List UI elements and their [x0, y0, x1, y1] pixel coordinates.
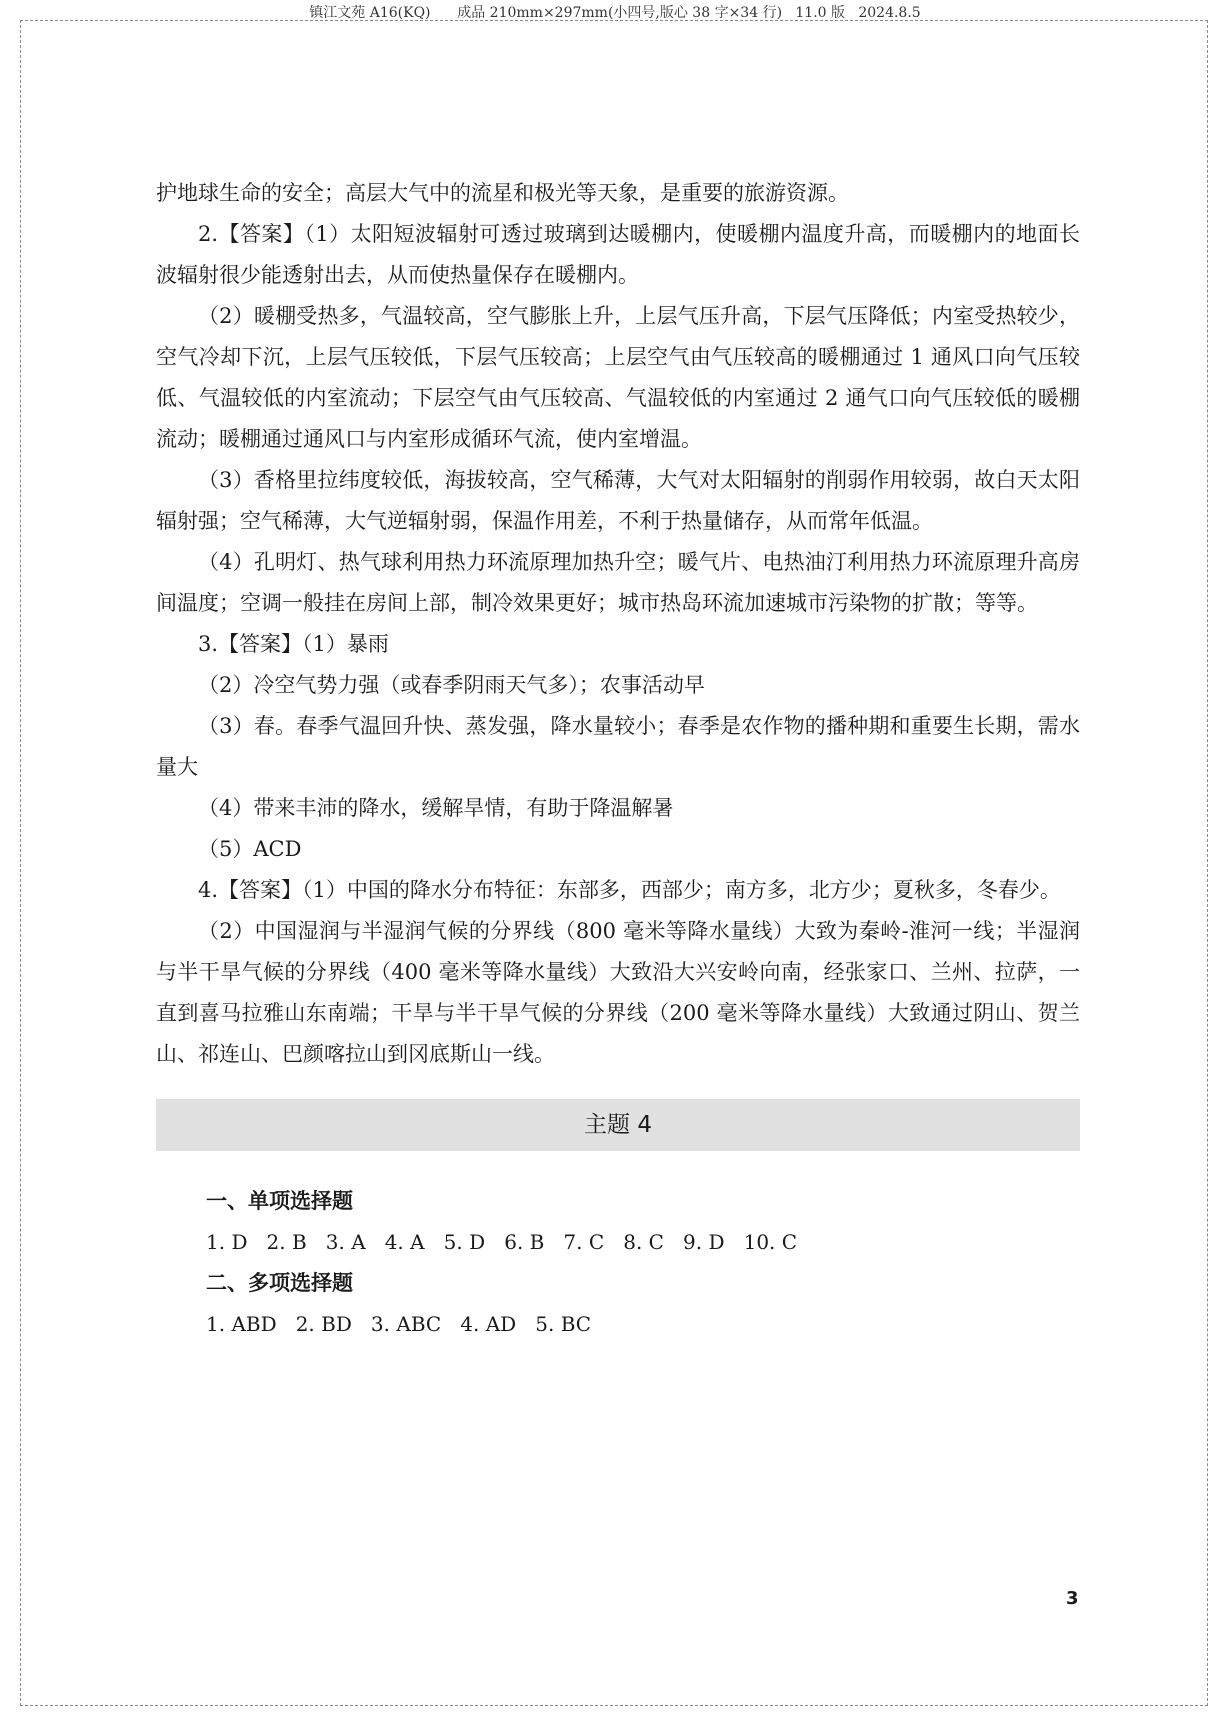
print-header: 镇江文苑 A16(KQ) 成品 210mm×297mm(小四号,版心 38 字×34 行) 11.0 版 2024.8.5 [309, 5, 921, 21]
paragraph: （2）暖棚受热多，气温较高，空气膨胀上升，上层气压升高，下层气压降低；内室受热较少，空气冷却下沉，上层气压较低，下层气压较高；上层空气由气压较高的暖棚通过 1 通风口向气压较低、气温较低的内室流动；下层空气由气压较高、气温较低的内室通过 2 通气口向气压较低的暖棚流动；暖棚通过通风口与内室形成循环气流，使内室增温。 [156, 304, 1080, 451]
paragraph: 护地球生命的安全；高层大气中的流星和极光等天象，是重要的旅游资源。 [156, 181, 849, 205]
paragraph: （5）ACD [198, 837, 302, 861]
paragraph: （3）香格里拉纬度较低，海拔较高，空气稀薄，大气对太阳辐射的削弱作用较弱，故白天太阳辐射强；空气稀薄，大气逆辐射弱，保温作用差，不利于热量储存，从而常年低温。 [156, 468, 1080, 533]
paragraph: 4.【答案】（1）中国的降水分布特征：东部多，西部少；南方多，北方少；夏秋多，冬春少。 [198, 878, 1061, 902]
paragraph: （2）中国湿润与半湿润气候的分界线（800 毫米等降水量线）大致为秦岭-淮河一线；半湿润与半干旱气候的分界线（400 毫米等降水量线）大致沿大兴安岭向南，经张家口、兰州、拉萨，一直到喜马拉雅山东南端；干旱与半干旱气候的分界线（200 毫米等降水量线）大致通过阴山、贺兰山、祁连山、巴颜喀拉山到冈底斯山一线。 [156, 919, 1080, 1066]
multiple-choice-section [156, 1263, 1080, 1345]
paragraph: 3.【答案】（1）暴雨 [198, 632, 389, 656]
paragraph: 2.【答案】（1）太阳短波辐射可透过玻璃到达暖棚内，使暖棚内温度升高，而暖棚内的地面长波辐射很少能透射出去，从而使热量保存在暖棚内。 [156, 222, 1080, 287]
paragraph: （4）带来丰沛的降水，缓解旱情，有助于降温解暑 [198, 796, 674, 820]
answer-content [156, 173, 1080, 1345]
answer-list: 1. D 2. B 3. A 4. A 5. D 6. B 7. C 8. C 9. D 10. C [206, 1230, 798, 1254]
paragraph: （4）孔明灯、热气球利用热力环流原理加热升空；暖气片、电热油汀利用热力环流原理升高房间温度；空调一般挂在房间上部，制冷效果更好；城市热岛环流加速城市污染物的扩散；等等。 [156, 550, 1080, 615]
section-heading: 二、多项选择题 [206, 1271, 353, 1295]
paragraph: （2）冷空气势力强（或春季阴雨天气多）；农事活动早 [198, 673, 705, 697]
single-choice-section [156, 1181, 1080, 1263]
paragraph: （3）春。春季气温回升快、蒸发强，降水量较小；春季是农作物的播种期和重要生长期，需水量大 [156, 714, 1080, 779]
page-number: 3 [1066, 1588, 1079, 1609]
topic-banner: 主题 4 [156, 1099, 1080, 1151]
section-heading: 一、单项选择题 [206, 1189, 353, 1213]
answer-list: 1. ABD 2. BD 3. ABC 4. AD 5. BC [206, 1312, 592, 1336]
